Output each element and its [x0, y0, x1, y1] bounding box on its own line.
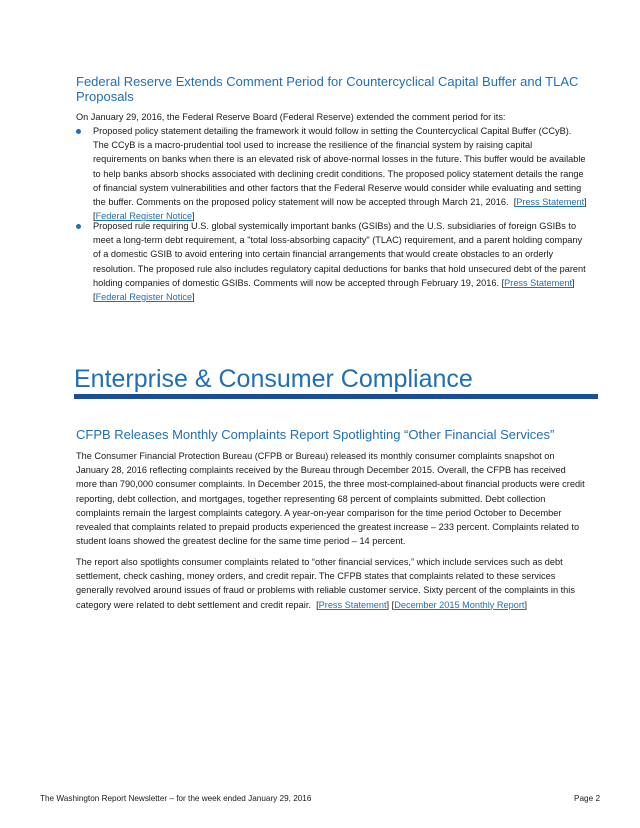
- article-paragraph-2-text: The report also spotlights consumer complaints related to “other financial services,” which include services such as debt settlement, check cashing, money orders, and credit repair. The CFPB states that complaints related to these services generally revolved around issues of fraud or problems with reliable customer service. Sixty percent of the complaints in this category were related to debt settlement and credit repair.: [76, 557, 575, 610]
- press-statement-link[interactable]: Press Statement: [318, 599, 387, 610]
- bullet-item-ccyb: Proposed policy statement detailing the framework it would follow in setting the Countercyclical Capital Buffer (CCyB). The CCyB is a macro-prudential tool used to increase the resilience of the financial system by raising capital requirements on banks when there is an elevated risk of above-normal losses in the future. This buffer would be available to help banks absorb shocks associated with declining credit conditions. The proposed policy statement details the range of financial system vulnerabilities and other factors that the Federal Reserve would consider while evaluating and setting the buffer. Comments on the proposed policy statement will now be accepted through March 21, 2016. [Press Statement] [Federal Register Notice]: [76, 124, 588, 224]
- federal-register-notice-link[interactable]: Federal Register Notice: [95, 292, 193, 303]
- bullet-dot-icon: [76, 129, 81, 134]
- monthly-report-link[interactable]: December 2015 Monthly Report: [394, 599, 525, 610]
- press-statement-link[interactable]: Press Statement: [504, 277, 573, 288]
- page-number: Page 2: [574, 794, 600, 803]
- article-paragraph-1: The Consumer Financial Protection Bureau (CFPB or Bureau) released its monthly consumer complaints snapshot on January 28, 2016 reflecting complaints received by the Bureau through December 2015. Overall, the CFPB has received more than 790,000 consumer complaints. In December 2015, the three most-complained-about financial products were credit reporting, debt collection, and mortgages, together representing 68 percent of complaints submitted. Debt collection complaints remain the largest complaints category. A year-on-year comparison for the time period October to December revealed that complaints related to prepaid products experienced the greatest increase – 233 percent. Complaints related to student loans showed the greatest decline for the same time period – 14 percent.: [76, 451, 585, 547]
- section-title: Enterprise & Consumer Compliance: [74, 365, 473, 393]
- bullet-dot-icon: [76, 224, 81, 229]
- article-title-fed-reserve: Federal Reserve Extends Comment Period for Countercyclical Capital Buffer and TLAC Proposals: [76, 74, 579, 104]
- press-statement-link[interactable]: Press Statement: [516, 197, 585, 208]
- article-title-cfpb: CFPB Releases Monthly Complaints Report Spotlighting “Other Financial Services”: [76, 427, 555, 442]
- federal-register-notice-link[interactable]: Federal Register Notice: [95, 211, 193, 222]
- bullet-text-tlac: Proposed rule requiring U.S. global systemically important banks (GSIBs) and the U.S. subsidiaries of foreign GSIBs to meet a long-term debt requirement, a "total loss-absorbing capacity" (TLAC) requirement, and a parent holding company of a domestic GSIB to avoid entering into certain financial arrangements that would create obstacles to an orderly resolution. The proposed rule also includes regulatory capital deductions for banks that hold unsecured debt of the parent holding companies of domestic GSIBs. Comments will now be accepted through February 19, 2016.: [93, 221, 586, 288]
- footer-newsletter-title: The Washington Report Newsletter – for the week ended January 29, 2016: [40, 794, 312, 803]
- article-paragraph-2: The report also spotlights consumer complaints related to “other financial services,” which include services such as debt settlement, check cashing, money orders, and credit repair. The CFPB states that complaints related to these services generally revolved around issues of fraud or problems with reliable customer service. Sixty percent of the complaints in this category were related to debt settlement and credit repair. [Press Statement] [December 2015 Monthly Report]: [76, 557, 575, 610]
- article-intro: On January 29, 2016, the Federal Reserve Board (Federal Reserve) extended the comment period for its:: [76, 112, 506, 122]
- bullet-text-ccyb: Proposed policy statement detailing the framework it would follow in setting the Countercyclical Capital Buffer (CCyB). The CCyB is a macro-prudential tool used to increase the resilience of the financial system by raising capital requirements on banks when there is an elevated risk of above-normal losses in the future. This buffer would be available to help banks absorb shocks associated with declining credit conditions. The proposed policy statement details the range of financial system vulnerabilities and other factors that the Federal Reserve would consider while evaluating and setting the buffer. Comments on the proposed policy statement will now be accepted through March 21, 2016.: [93, 126, 586, 208]
- section-divider: [74, 394, 598, 399]
- bullet-item-tlac: Proposed rule requiring U.S. global systemically important banks (GSIBs) and the U.S. subsidiaries of foreign GSIBs to meet a long-term debt requirement, a "total loss-absorbing capacity" (TLAC) requirement, and a parent holding company of a domestic GSIB to avoid entering into certain financial arrangements that would create obstacles to an orderly resolution. The proposed rule also includes regulatory capital deductions for banks that hold unsecured debt of the parent holding companies of domestic GSIBs. Comments will now be accepted through February 19, 2016. [Press Statement] [Federal Register Notice]: [76, 219, 588, 309]
